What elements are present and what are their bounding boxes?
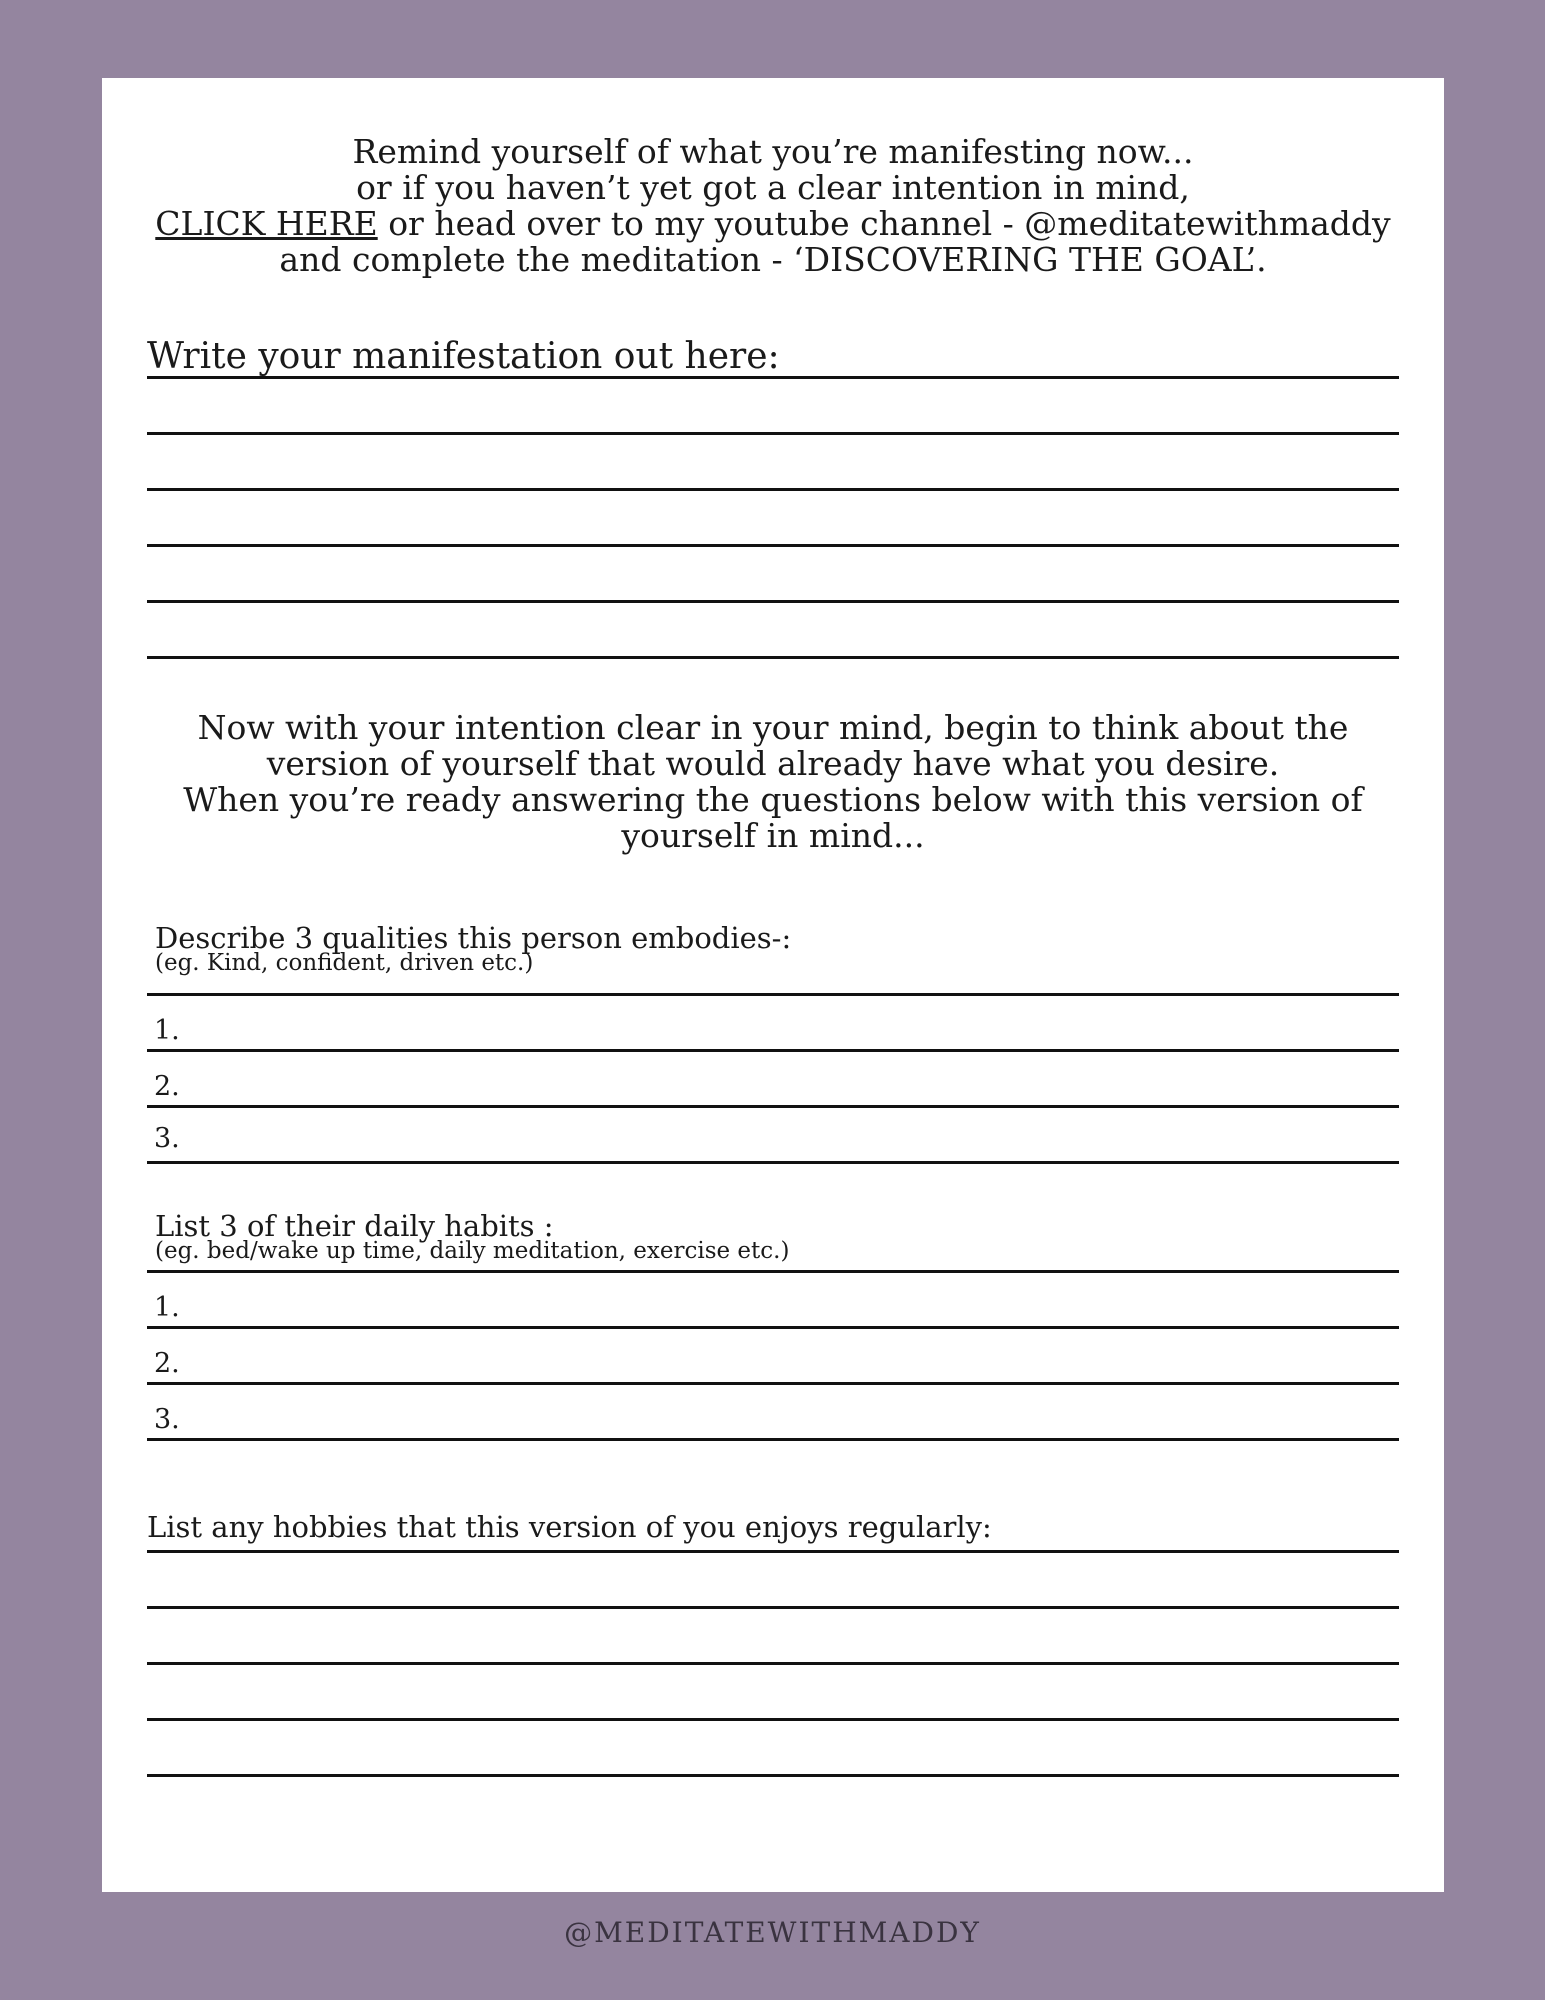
intention-paragraph bbox=[102, 710, 1444, 854]
habit-number-1: 1. bbox=[154, 1292, 180, 1323]
writing-line[interactable] bbox=[147, 488, 1399, 491]
qualities-hint: (eg. Kind, confident, driven etc.) bbox=[155, 950, 534, 976]
writing-line[interactable] bbox=[147, 1161, 1399, 1164]
intention-line-2: version of yourself that would already have what you desire. bbox=[266, 744, 1280, 783]
writing-line[interactable] bbox=[147, 1606, 1399, 1609]
intro-line-4: and complete the meditation - ‘DISCOVERING THE GOAL’. bbox=[279, 240, 1267, 279]
intro-paragraph bbox=[102, 134, 1444, 278]
intention-line-1: Now with your intention clear in your mind, begin to think about the bbox=[197, 708, 1349, 747]
intro-line-3 bbox=[102, 206, 1444, 242]
writing-line[interactable] bbox=[147, 600, 1399, 603]
intention-line-3: When you’re ready answering the questions below with this version of bbox=[183, 780, 1363, 819]
writing-line[interactable] bbox=[147, 1326, 1399, 1329]
habit-number-2: 2. bbox=[154, 1348, 180, 1379]
writing-line[interactable] bbox=[147, 1438, 1399, 1441]
writing-line[interactable] bbox=[147, 1718, 1399, 1721]
intro-line-2: or if you haven’t yet got a clear intention in mind, bbox=[356, 168, 1190, 207]
click-here-link[interactable]: CLICK HERE bbox=[155, 204, 378, 243]
writing-line[interactable] bbox=[147, 1270, 1399, 1273]
writing-line[interactable] bbox=[147, 1774, 1399, 1777]
quality-number-3: 3. bbox=[154, 1123, 180, 1154]
habit-number-3: 3. bbox=[154, 1404, 180, 1435]
intro-line-3-rest: or head over to my youtube channel - @meditatewithmaddy bbox=[377, 204, 1391, 243]
writing-line[interactable] bbox=[147, 432, 1399, 435]
writing-line[interactable] bbox=[147, 993, 1399, 996]
writing-line[interactable] bbox=[147, 1662, 1399, 1665]
habits-label: List 3 of their daily habits : bbox=[155, 1209, 554, 1243]
qualities-label: Describe 3 qualities this person embodies-: bbox=[155, 921, 792, 955]
intro-line-1: Remind yourself of what you’re manifesting now... bbox=[352, 132, 1194, 171]
quality-number-1: 1. bbox=[154, 1015, 180, 1046]
quality-number-2: 2. bbox=[154, 1071, 180, 1102]
intention-line-4: yourself in mind... bbox=[621, 816, 925, 855]
worksheet-page bbox=[102, 78, 1444, 1892]
writing-line[interactable] bbox=[147, 656, 1399, 659]
writing-line[interactable] bbox=[147, 1550, 1399, 1553]
writing-line[interactable] bbox=[147, 1049, 1399, 1052]
writing-line[interactable] bbox=[147, 376, 1399, 379]
manifestation-label: Write your manifestation out here: bbox=[147, 336, 780, 377]
writing-line[interactable] bbox=[147, 1382, 1399, 1385]
writing-line[interactable] bbox=[147, 544, 1399, 547]
footer-handle: @MEDITATEWITHMADDY bbox=[564, 1916, 981, 1949]
hobbies-label: List any hobbies that this version of you enjoys regularly: bbox=[147, 1510, 992, 1544]
habits-hint: (eg. bed/wake up time, daily meditation, exercise etc.) bbox=[155, 1238, 790, 1264]
writing-line[interactable] bbox=[147, 1105, 1399, 1108]
